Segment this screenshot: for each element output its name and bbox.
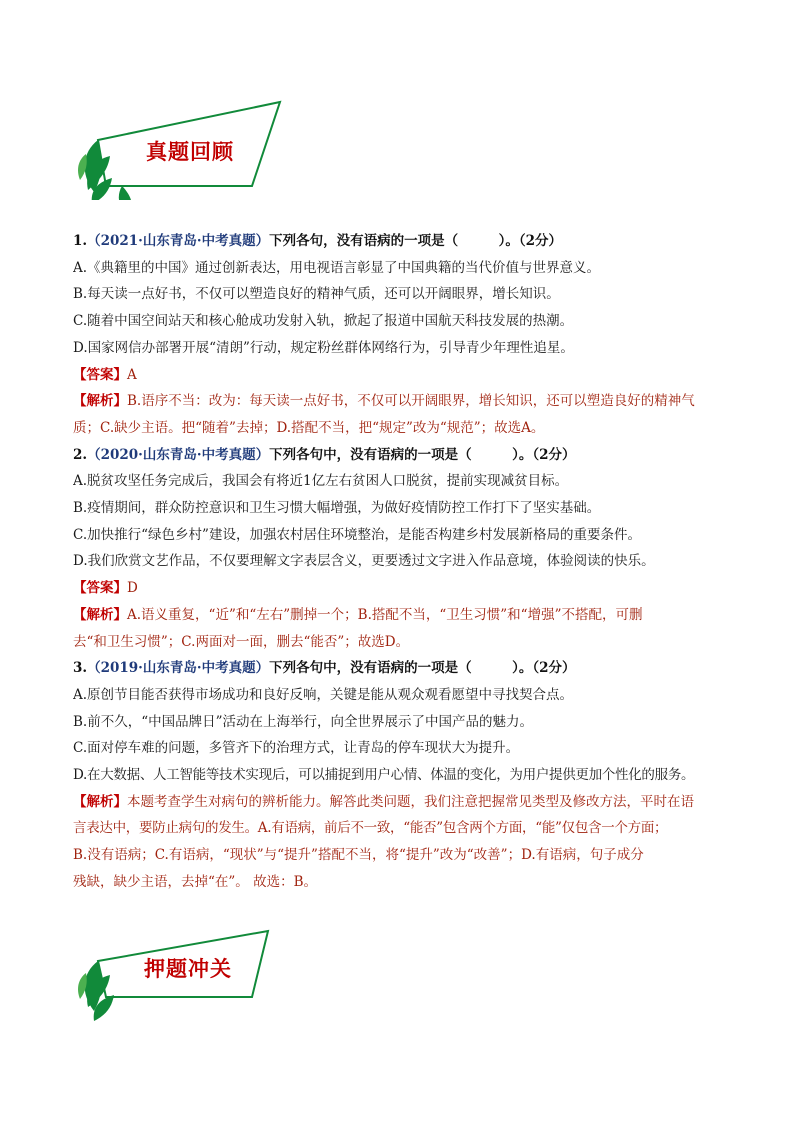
section-title-practice: 押题冲关 bbox=[144, 956, 232, 981]
answer-value: A bbox=[127, 366, 137, 383]
option-d: D.国家网信办部署开展“清朗”行动，规定粉丝群体网络行为，引导青少年理性追星。 bbox=[73, 339, 574, 356]
option-c: C.加快推行“绿色乡村”建设，加强农村居住环境整治，是能否构建乡村发展新格局的重要条件。 bbox=[73, 526, 641, 543]
analysis-text: A.语义重复，“近”和“左右”删掉一个；B.搭配不当，“卫生习惯”和“增强”不搭配，可删 bbox=[127, 606, 643, 623]
question-stem bbox=[73, 655, 725, 682]
question-source: （2021·山东青岛·中考真题） bbox=[87, 233, 270, 249]
analysis-tag: 【解析】 bbox=[73, 606, 127, 623]
section-title-review: 真题回顾 bbox=[146, 139, 234, 164]
analysis-line bbox=[73, 388, 725, 415]
analysis-line: 残缺，缺少主语，去掉“在”。 故选：B。 bbox=[73, 873, 318, 890]
analysis-tag: 【解析】 bbox=[73, 793, 127, 810]
option-b: B.疫情期间，群众防控意识和卫生习惯大幅增强，为做好疫情防控工作打下了坚实基础。 bbox=[73, 500, 601, 517]
section-header-practice bbox=[72, 925, 292, 1025]
answer-value: D bbox=[127, 580, 138, 597]
question-text: 下列各句，没有语病的一项是（ ）。（2分） bbox=[269, 233, 562, 249]
analysis-line bbox=[73, 602, 725, 629]
analysis-text: 本题考查学生对病句的辨析能力。解答此类问题，我们注意把握常见类型及修改方法，平时在语 bbox=[127, 793, 694, 810]
analysis-line: 去“和卫生习惯”；C.两面对一面，删去“能否”；故选D。 bbox=[73, 633, 410, 650]
question-1 bbox=[73, 228, 725, 442]
answer-tag: 【答案】 bbox=[73, 366, 127, 383]
analysis-text: B.语序不当：改为：每天读一点好书，不仅可以开阔眼界，增长知识，还可以塑造良好的精神气 bbox=[127, 393, 695, 410]
option-a: A.原创节目能否获得市场成功和良好反响，关键是能从观众观看愿望中寻找契合点。 bbox=[73, 686, 574, 703]
answer-tag: 【答案】 bbox=[73, 580, 127, 597]
analysis-line: B.没有语病；C.有语病，“现状”与“提升”搭配不当，将“提升”改为“改善”；D.有语病，句子成分 bbox=[73, 847, 644, 864]
question-text: 下列各句中，没有语病的一项是（ ）。（2分） bbox=[269, 660, 576, 677]
question-3 bbox=[73, 655, 725, 895]
section-header-review bbox=[72, 100, 292, 200]
questions-content bbox=[73, 228, 725, 896]
question-source: （2020·山东青岛·中考真题） bbox=[87, 446, 270, 463]
analysis-line: 质；C.缺少主语。把“随着”去掉；D.搭配不当，把“规定”改为“规范”；故选A。 bbox=[73, 419, 545, 436]
option-d: D.我们欣赏文艺作品，不仅要理解文字表层含义，更要透过文字进入作品意境，体验阅读的快乐。 bbox=[73, 553, 655, 570]
question-stem bbox=[73, 442, 725, 469]
option-c: C.面对停车难的问题，多管齐下的治理方式，让青岛的停车现状大为提升。 bbox=[73, 740, 520, 757]
analysis-line: 言表达中，要防止病句的发生。A.有语病，前后不一致，“能否”包含两个方面，“能”仅包含一个方面； bbox=[73, 820, 668, 837]
analysis-line bbox=[73, 789, 725, 816]
question-source: （2019·山东青岛·中考真题） bbox=[87, 660, 270, 677]
option-a: A.脱贫攻坚任务完成后，我国会有将近1亿左右贫困人口脱贫，提前实现减贫目标。 bbox=[73, 473, 569, 490]
question-text: 下列各句中，没有语病的一项是（ ）。（2分） bbox=[269, 446, 576, 463]
option-c: C.随着中国空间站天和核心舱成功发射入轨，掀起了报道中国航天科技发展的热潮。 bbox=[73, 313, 574, 330]
answer-line bbox=[73, 575, 725, 602]
question-number: 2. bbox=[73, 446, 88, 463]
answer-line bbox=[73, 362, 725, 389]
option-d: D.在大数据、人工智能等技术实现后，可以捕捉到用户心情、体温的变化，为用户提供更加个性化的服务。 bbox=[73, 767, 695, 784]
analysis-tag: 【解析】 bbox=[73, 393, 127, 410]
question-2 bbox=[73, 442, 725, 656]
option-a: A.《典籍里的中国》通过创新表达，用电视语言彰显了中国典籍的当代价值与世界意义。 bbox=[73, 259, 601, 276]
question-number: 3. bbox=[73, 660, 88, 677]
question-stem bbox=[73, 228, 725, 255]
question-number: 1. bbox=[73, 233, 88, 249]
option-b: B.前不久，“中国品牌日”活动在上海举行，向全世界展示了中国产品的魅力。 bbox=[73, 713, 534, 730]
option-b: B.每天读一点好书，不仅可以塑造良好的精神气质，还可以开阔眼界，增长知识。 bbox=[73, 286, 560, 303]
